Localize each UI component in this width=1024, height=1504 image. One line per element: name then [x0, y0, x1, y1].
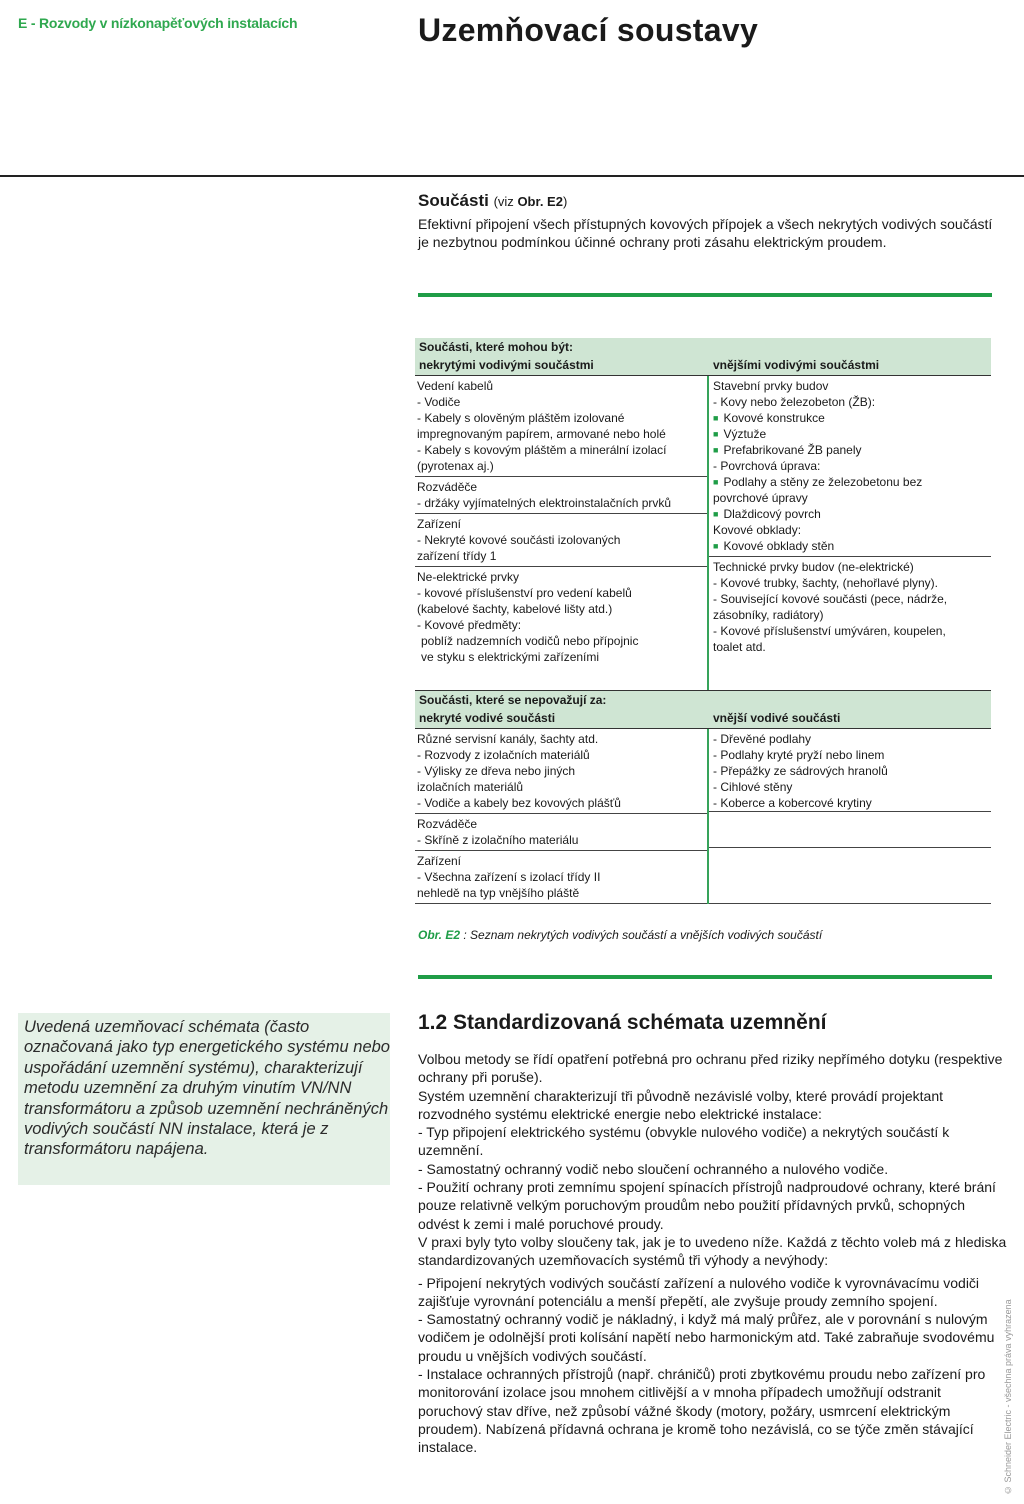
cell-line: - Kabely s kovovým pláštěm a minerální izolací [417, 443, 667, 457]
copyright-note: © Schneider Electric - všechna práva vyhrazena [1003, 1299, 1013, 1495]
paragraph: V praxi byly tyto volby sloučeny tak, jak je to uvedeno níže. Každá z těchto voleb má z hlediska standardizovaných uzemňovacích systémů tři výhody a nevýhody: [418, 1233, 1007, 1269]
cell-line: - Dřevěné podlahy [713, 732, 812, 746]
bullet-icon: ■ [713, 509, 719, 519]
soucasti-intro: Efektivní připojení všech přístupných kovových přípojek a všech nekrytých vodivých součástí je nezbytnou podmínkou účinné ochrany proti zásahu elektrickým proudem. [418, 216, 993, 250]
sidenote-box: Uvedená uzemňovací schémata (často označovaná jako typ energetického systému nebo uspořádání uzemnění systému), charakterizují metodu uzemnění za druhým vinutím VN/NN transformátoru a způsob uzemnění nechráněných vodivých součástí NN instalace, která je z transformátoru napájena. [18, 1013, 390, 1185]
empty-cell [709, 812, 991, 848]
figure-reference: (viz Obr. E2) [493, 194, 568, 209]
cell-line: - Kovy nebo železobeton (ŽB): [713, 395, 876, 409]
non-conductive-parts-table [415, 690, 991, 904]
table-header-row [415, 709, 991, 729]
cell-line: (kabelové šachty, kabelové lišty atd.) [417, 602, 613, 616]
cell-line: poblíž nadzemních vodičů nebo přípojnic [421, 634, 639, 648]
cell-line: - držáky vyjímatelných elektroinstalačních prvků [417, 496, 672, 510]
cell-line: ve styku s elektrickými zařízeními [421, 650, 600, 664]
cell-line: - Kovové příslušenství umýváren, koupelen, [713, 624, 946, 638]
paragraph: - Samostatný ochranný vodič nebo sloučení ochranného a nulového vodiče. [418, 1160, 889, 1177]
cell-line: Dlaždicový povrch [723, 507, 821, 521]
cell-line: Prefabrikované ŽB panely [723, 443, 862, 457]
section-body [418, 1050, 1008, 1457]
table-cell-group [709, 729, 991, 812]
figure-caption-text: : Seznam nekrytých vodivých součástí a vnějších vodivých součástí [460, 928, 823, 942]
cell-line: - Související kovové součásti (pece, nádrže, [713, 592, 948, 606]
cell-line: - Cihlové stěny [713, 780, 793, 794]
paragraph: Systém uzemnění charakterizují tři původně nezávislé volby, které provádí projektant rozvodného systému elektrické energie nebo elektrické instalace: [418, 1087, 943, 1122]
table-cell-group [709, 376, 991, 557]
table-cell-group [415, 376, 707, 477]
table-cell-group [415, 851, 707, 904]
figure-label: Obr. E2 [418, 928, 461, 942]
cell-line: - Skříně z izolačního materiálu [417, 833, 579, 847]
cell-line: (pyrotenax aj.) [417, 459, 494, 473]
cell-line: - Podlahy kryté pryží nebo linem [713, 748, 885, 762]
bullet-icon: ■ [713, 445, 719, 455]
bullet-icon: ■ [713, 413, 719, 423]
cell-line: - Výlisky ze dřeva nebo jiných [417, 764, 576, 778]
cell-line: izolačních materiálů [417, 780, 524, 794]
cell-line: - Všechna zařízení s izolací třídy II [417, 870, 601, 884]
non-external-parts-column [709, 729, 991, 904]
cell-line: impregnovaným papírem, armované nebo holé [417, 427, 666, 441]
cell-line: - Kovové trubky, šachty, (nehořlavé plyny). [713, 576, 938, 590]
table-cell-group [415, 567, 707, 667]
table-caption: Součásti, které mohou být: [415, 338, 991, 356]
cell-line: - Rozvody z izolačních materiálů [417, 748, 590, 762]
column-header: nekryté vodivé součásti [419, 711, 556, 725]
figure-caption [418, 928, 822, 942]
column-header: vnějšími vodivými součástmi [713, 358, 880, 372]
external-parts-column [709, 376, 991, 706]
cell-line: zásobníky, radiátory) [713, 608, 824, 622]
section-label: E - Rozvody v nízkonapěťových instalacích [18, 15, 298, 31]
cell-line: povrchové úpravy [713, 491, 808, 505]
column-header: vnější vodivé součásti [713, 711, 841, 725]
paragraph: - Připojení nekrytých vodivých součástí zařízení a nulového vodiče k vyrovnávacímu vodiči zajišťuje vyrovnání potenciálu a menší přepětí, ale zvyšuje proudy zemního spojení. [418, 1274, 980, 1309]
cell-line: - Přepážky ze sádrových hranolů [713, 764, 888, 778]
cell-line: Rozváděče [417, 480, 478, 494]
conductive-parts-table [415, 338, 991, 706]
green-divider-top [418, 293, 992, 297]
cell-line: - Kabely s olověným pláštěm izolované [417, 411, 625, 425]
table-cell-group [415, 729, 707, 814]
cell-line: Kovové obklady stěn [723, 539, 835, 553]
cell-line: Zařízení [417, 854, 462, 868]
cell-line: Zařízení [417, 517, 462, 531]
bullet-icon: ■ [713, 541, 719, 551]
cell-line: Různé servisní kanály, šachty atd. [417, 732, 599, 746]
paragraph: - Samostatný ochranný vodič je nákladný, i když má malý průřez, ale v porovnání s nulovým vodičem je odolnější proti kolísání napětí nebo harmonickým atd. Také zabraňuje svodovému proudu u vnějších vodivých součástí. [418, 1311, 995, 1364]
page-title: Uzemňovací soustavy [418, 12, 759, 48]
cell-line: - Vodiče a kabely bez kovových plášťů [417, 796, 621, 810]
cell-line: nehledě na typ vnějšího pláště [417, 886, 580, 900]
cell-line: - kovové příslušenství pro vedení kabelů [417, 586, 632, 600]
cell-line: - Vodiče [417, 395, 461, 409]
paragraph: Volbou metody se řídí opatření potřebná pro ochranu před riziky nepřímého dotyku (respektive ochrany při poruše). [418, 1051, 1003, 1086]
column-header: nekrytými vodivými součástmi [419, 358, 594, 372]
cell-line: - Povrchová úprava: [713, 459, 821, 473]
soucasti-heading-text: Součásti [418, 191, 489, 210]
table-cell-group [415, 514, 707, 567]
exposed-parts-column [415, 376, 709, 706]
cell-line: - Kovové předměty: [417, 618, 522, 632]
paragraph: - Použití ochrany proti zemnímu spojení spínacích přístrojů nadproudové ochrany, které brání pouze relativně velkým poruchovým proudům nebo použití přídavných prvků, schopných odvést k zemi i malé poruchové proudy. [418, 1179, 996, 1232]
header-divider [0, 175, 1024, 177]
green-divider-bottom [418, 975, 992, 979]
cell-line: Technické prvky budov (ne-elektrické) [713, 560, 914, 574]
cell-line: Stavební prvky budov [713, 379, 829, 393]
cell-line: Ne-elektrické prvky [417, 570, 520, 584]
table-caption: Součásti, které se nepovažují za: [415, 691, 991, 709]
table-header-row [415, 356, 991, 376]
cell-line: Kovové konstrukce [723, 411, 825, 425]
bullet-icon: ■ [713, 429, 719, 439]
bullet-icon: ■ [713, 477, 719, 487]
paragraph: - Typ připojení elektrického systému (obvykle nulového vodiče) a nekrytých součástí k uzemnění. [418, 1124, 950, 1159]
cell-line: - Koberce a kobercové krytiny [713, 796, 872, 810]
cell-line: zařízení třídy 1 [417, 549, 497, 563]
cell-line: Podlahy a stěny ze železobetonu bez [723, 475, 923, 489]
table-cell-group [709, 557, 991, 657]
section-heading: 1.2 Standardizovaná schémata uzemnění [418, 1011, 827, 1034]
table-cell-group [415, 477, 707, 514]
table-cell-group [415, 814, 707, 851]
cell-line: Kovové obklady: [713, 523, 802, 537]
cell-line: toalet atd. [713, 640, 766, 654]
soucasti-heading [418, 191, 567, 211]
cell-line: - Nekryté kovové součásti izolovaných [417, 533, 621, 547]
cell-line: Výztuže [723, 427, 767, 441]
paragraph: - Instalace ochranných přístrojů (např. chráničů) proti zbytkovému proudu nebo zařízení pro monitorování izolace jsou mnohem citlivější a v mnoha případech umožňují odstranit poruchový stav dříve, než způsobí vážné škody (motory, požáry, usmrcení elektrickým proudem). Nabízená přídavná ochrana je kromě toho nezávislá, co se týče změn stávající instalace. [418, 1366, 986, 1456]
cell-line: Vedení kabelů [417, 379, 494, 393]
non-exposed-parts-column [415, 729, 709, 904]
cell-line: Rozváděče [417, 817, 478, 831]
